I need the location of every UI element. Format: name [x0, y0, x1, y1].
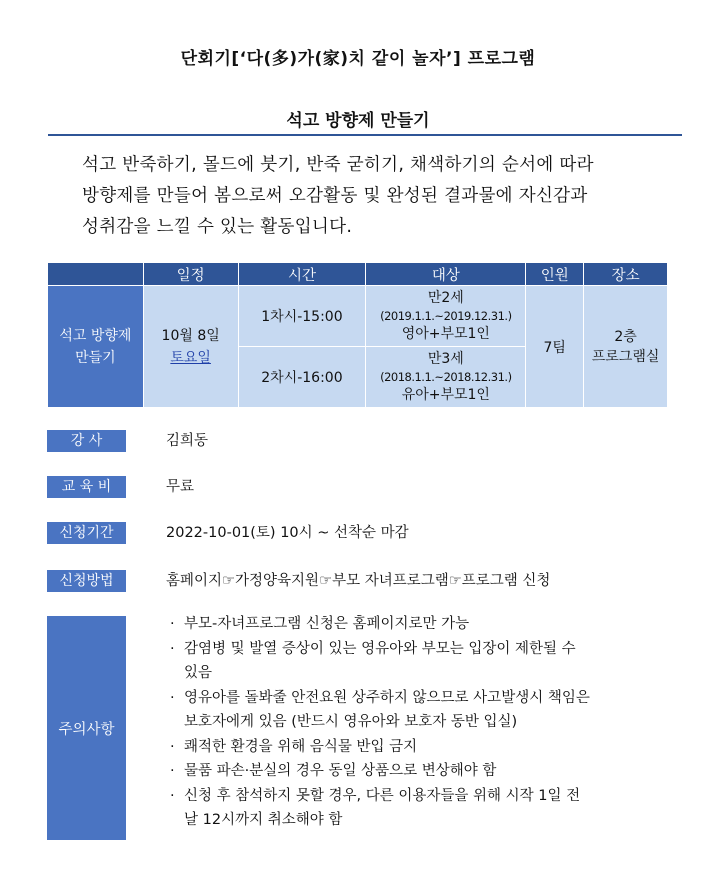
- caution-item: [170, 735, 670, 760]
- schedule-table: [47, 262, 668, 408]
- fee-value: 무료: [166, 479, 195, 495]
- session-1-target: [366, 286, 526, 347]
- session-1-age: 만2세: [427, 290, 464, 306]
- intro-line: 성취감을 느낄 수 있는 활동입니다.: [82, 217, 353, 237]
- caution-line: 날 12시까지 취소해야 함: [184, 812, 343, 828]
- schedule-header-row: [48, 263, 668, 286]
- program-subtitle: 석고 방향제 만들기: [286, 111, 430, 131]
- session-2-age: 만3세: [427, 351, 464, 367]
- session-2-target: [366, 347, 526, 408]
- people-cell: 7팀: [526, 286, 584, 408]
- session-2-group: 유아+부모1인: [401, 387, 490, 403]
- place-line2: 프로그램실: [591, 348, 660, 365]
- caution-item: [170, 759, 670, 784]
- caution-line: · 물품 파손·분실의 경우 동일 상품으로 변상해야 함: [184, 763, 497, 779]
- header-target: 대상: [366, 263, 526, 286]
- caution-item: [170, 637, 670, 686]
- header-time: 시간: [238, 263, 366, 286]
- session-2-time: 2차시-16:00: [238, 347, 366, 408]
- program-name-line2: 만들기: [75, 349, 116, 366]
- page-title: 단회기[‘다(多)가(家)치 같이 놀자’] 프로그램: [180, 49, 536, 69]
- session-2-range: (2018.1.1.~2018.12.31.): [380, 370, 512, 384]
- header-blank: [48, 263, 144, 286]
- caution-item: [170, 686, 670, 735]
- schedule-row-1: [48, 286, 668, 347]
- date-line2: 토요일: [170, 349, 211, 366]
- date-cell: [143, 286, 238, 408]
- header-people: 인원: [526, 263, 584, 286]
- intro-text: [82, 150, 682, 243]
- caution-line: 있음: [184, 665, 213, 681]
- session-1-group: 영아+부모1인: [401, 326, 490, 342]
- program-name-line1: 석고 방향제: [59, 327, 132, 344]
- caution-line: · 감염병 및 발열 증상이 있는 영유아와 부모는 입장이 제한될 수: [184, 640, 576, 657]
- title-divider: [48, 134, 682, 136]
- instructor-value: 김희동: [166, 433, 209, 449]
- caution-label: 주의사항: [47, 616, 126, 840]
- intro-line: 방향제를 만들어 봄으로써 오감활동 및 완성된 결과물에 자신감과: [82, 186, 588, 206]
- caution-line: · 신청 후 참석하지 못할 경우, 다른 이용자들을 위해 시작 1일 전: [184, 787, 581, 804]
- date-line1: 10월 8일: [161, 327, 220, 344]
- caution-line: · 부모-자녀프로그램 신청은 홈페이지로만 가능: [184, 616, 470, 632]
- program-name-cell: [48, 286, 144, 408]
- method-label: 신청방법: [47, 570, 126, 592]
- fee-label: 교 육 비: [47, 476, 126, 498]
- place-line1: 2층: [614, 328, 637, 345]
- session-1-range: (2019.1.1.~2019.12.31.): [380, 309, 512, 323]
- session-1-time: 1차시-15:00: [238, 286, 366, 347]
- caution-line: 보호자에게 있음 (반드시 영유아와 보호자 동반 입실): [184, 714, 518, 730]
- instructor-label: 강 사: [47, 430, 126, 452]
- caution-item: [170, 612, 670, 637]
- place-cell: [584, 286, 668, 408]
- header-place: 장소: [584, 263, 668, 286]
- caution-list: [170, 612, 670, 833]
- caution-item: [170, 784, 670, 833]
- method-value: 홈페이지☞가정양육지원☞부모 자녀프로그램☞프로그램 신청: [166, 573, 551, 589]
- header-date: 일정: [143, 263, 238, 286]
- period-label: 신청기간: [47, 522, 126, 544]
- caution-line: · 영유아를 돌봐줄 안전요원 상주하지 않으므로 사고발생시 책임은: [184, 689, 590, 706]
- caution-line: · 쾌적한 환경을 위해 음식물 반입 금지: [184, 738, 418, 755]
- intro-line: 석고 반죽하기, 몰드에 붓기, 반죽 굳히기, 채색하기의 순서에 따라: [82, 155, 594, 175]
- period-value: 2022-10-01(토) 10시 ~ 선착순 마감: [166, 525, 409, 541]
